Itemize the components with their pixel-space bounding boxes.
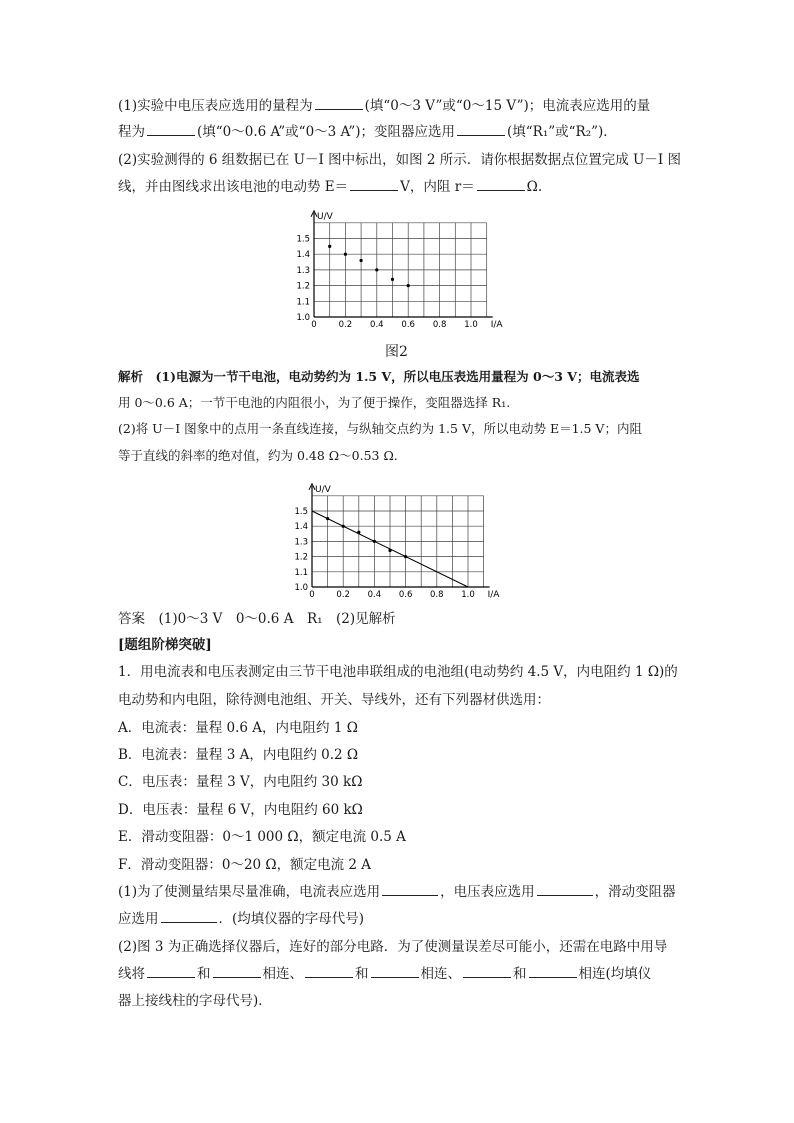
sub2-text-c: 和: [197, 966, 211, 982]
figure-caption: 图2: [385, 344, 408, 360]
blank-voltmeter-range[interactable]: [315, 97, 363, 110]
x-tick-label: 1.0: [464, 320, 478, 330]
x-tick-label: 1.0: [461, 590, 475, 600]
y-tick-label: 1.2: [296, 281, 310, 292]
data-point: [391, 278, 394, 281]
q1-text-c: 程为: [118, 124, 145, 140]
data-point: [326, 517, 329, 520]
blank-voltmeter[interactable]: [537, 883, 593, 896]
ui-chart-figure-2: [284, 200, 514, 340]
x-tick-label: 0.2: [338, 320, 353, 330]
y-tick-label: 1.2: [294, 552, 308, 563]
blank-terminal-4[interactable]: [371, 965, 419, 978]
q2-text-c: Ω.: [526, 179, 543, 195]
x-tick-label: 0.2: [336, 590, 350, 600]
x-tick-label: 0: [309, 590, 315, 600]
x-tick-label: 0.4: [370, 320, 384, 330]
sub1-text-c: ，滑动变阻器: [594, 884, 676, 900]
blank-emf[interactable]: [350, 178, 398, 191]
answer-line: 答案 (1)0～3 V 0～0.6 A R₁ (2)见解析: [118, 611, 396, 627]
blank-terminal-3[interactable]: [305, 965, 353, 978]
q1-line2: [118, 122, 688, 142]
q2-text-a: 线，并由图线求出该电池的电动势 E＝: [118, 179, 349, 195]
q1-line1: [118, 96, 688, 116]
y-tick-label: 1.3: [294, 537, 308, 548]
sub2-text-f: 相连、: [420, 966, 461, 982]
blank-rheostat[interactable]: [457, 123, 505, 136]
sub1-line2: [118, 909, 688, 929]
y-tick-label: 1.5: [296, 234, 310, 245]
option-f: F．滑动变阻器：0～20 Ω，额定电流 2 A: [118, 857, 372, 873]
y-tick-label: 1.5: [294, 507, 308, 517]
q1-text-d: (填“0～0.6 A”或“0～3 A”)；变阻器应选用: [197, 124, 455, 140]
blank-terminal-5[interactable]: [463, 965, 511, 978]
q1-text-a: (1)实验中电压表应选用的量程为: [118, 98, 313, 114]
y-tick-label: 1.0: [296, 313, 310, 323]
blank-terminal-2[interactable]: [213, 965, 261, 978]
x-tick-label: 0: [311, 320, 317, 330]
q1-text-e: (填“R₁”或“R₂”)．: [507, 124, 617, 140]
x-tick-label: 0.4: [367, 590, 382, 600]
blank-rheostat-choice[interactable]: [161, 910, 217, 923]
q2-line1: (2)实验测得的 6 组数据已在 U－I 图中标出，如图 2 所示．请你根据数据点位置完成 U－I 图: [118, 152, 682, 168]
sub1-text-b: ，电压表应选用: [440, 884, 535, 900]
sub1-text-a: (1)为了使测量结果尽量准确，电流表应选用: [118, 884, 381, 900]
sub1-text-d: 应选用: [118, 911, 159, 927]
option-a: A．电流表：量程 0.6 A，内电阻约 1 Ω: [118, 720, 358, 736]
q2-line2: [118, 177, 688, 197]
option-e: E．滑动变阻器：0～1 000 Ω，额定电流 0.5 A: [118, 829, 406, 845]
x-tick-label: 0.8: [430, 590, 444, 600]
data-point: [375, 268, 378, 271]
x-tick-label: 0.6: [398, 590, 413, 600]
solution-line3: (2)将 U－I 图象中的点用一条直线连接，与纵轴交点约为 1.5 V，所以电动势 E＝1.5 V；内阻: [118, 421, 642, 436]
x-axis-label: I/A: [490, 320, 503, 330]
data-point: [407, 284, 410, 287]
y-tick-label: 1.4: [294, 522, 308, 533]
sub2-text-h: 相连(均填仪: [578, 966, 652, 982]
sub2-line2: [118, 964, 688, 984]
sub2-line1: (2)图 3 为正确选择仪器后，连好的部分电路．为了使测量误差尽可能小，还需在电路中用导: [118, 939, 668, 955]
sub2-text-g: 和: [513, 966, 527, 982]
x-axis-label: I/A: [487, 590, 500, 600]
x-tick-label: 0.6: [401, 320, 415, 330]
solution-text-1: 解析 (1)电源为一节干电池，电动势约为 1.5 V，所以电压表选用量程为 0～3 V；电流表选: [118, 369, 640, 384]
ui-chart-solution: [284, 472, 514, 607]
option-d: D．电压表：量程 6 V，内电阻约 60 kΩ: [118, 802, 363, 818]
sub1-text-e: ．(均填仪器的字母代号): [218, 911, 365, 927]
sub2-line3: 器上接线柱的字母代号)．: [118, 993, 272, 1009]
blank-terminal-1[interactable]: [147, 965, 195, 978]
blank-resistance[interactable]: [477, 178, 525, 191]
blank-ammeter-range[interactable]: [147, 123, 195, 136]
sub2-text-d: 相连、: [262, 966, 303, 982]
option-b: B．电流表：量程 3 A，内电阻约 0.2 Ω: [118, 747, 359, 763]
y-axis-label: U/V: [315, 484, 331, 495]
y-tick-label: 1.3: [296, 265, 310, 276]
y-axis-label: U/V: [317, 211, 333, 222]
solution-line2: 用 0～0.6 A；一节干电池的内阻很小，为了便于操作，变阻器选择 R₁.: [118, 395, 511, 410]
problem1-line1: 1．用电流表和电压表测定由三节干电池串联组成的电池组(电动势约 4.5 V，内电阻约 1 Ω)的: [118, 664, 678, 680]
data-point: [357, 531, 360, 534]
blank-terminal-6[interactable]: [529, 965, 577, 978]
data-point: [373, 540, 376, 543]
sub2-text-e: 和: [355, 966, 369, 982]
sub1-line1: [118, 882, 688, 902]
data-point: [342, 525, 345, 528]
problem1-line2: 电动势和内电阻，除待测电池组、开关、导线外，还有下列器材供选用：: [118, 692, 550, 708]
y-tick-label: 1.1: [296, 297, 310, 308]
data-point: [344, 253, 347, 256]
x-tick-label: 0.8: [432, 320, 447, 330]
blank-ammeter[interactable]: [382, 883, 438, 896]
data-point: [404, 555, 407, 558]
data-point: [328, 245, 331, 248]
data-point: [360, 259, 363, 262]
solution-line1: [118, 367, 688, 387]
q2-text-b: V，内阻 r＝: [400, 179, 475, 195]
y-tick-label: 1.0: [294, 583, 308, 593]
y-tick-label: 1.1: [294, 567, 308, 578]
section-title: [题组阶梯突破]: [118, 637, 212, 653]
y-tick-label: 1.4: [296, 250, 310, 261]
q1-text-b: (填“0～3 V”或“0～15 V”)；电流表应选用的量: [364, 98, 651, 114]
solution-line4: 等于直线的斜率的绝对值，约为 0.48 Ω～0.53 Ω.: [118, 448, 398, 463]
sub2-text-b: 线将: [118, 966, 145, 982]
option-c: C．电压表：量程 3 V，内电阻约 30 kΩ: [118, 774, 363, 790]
data-point: [388, 549, 391, 552]
